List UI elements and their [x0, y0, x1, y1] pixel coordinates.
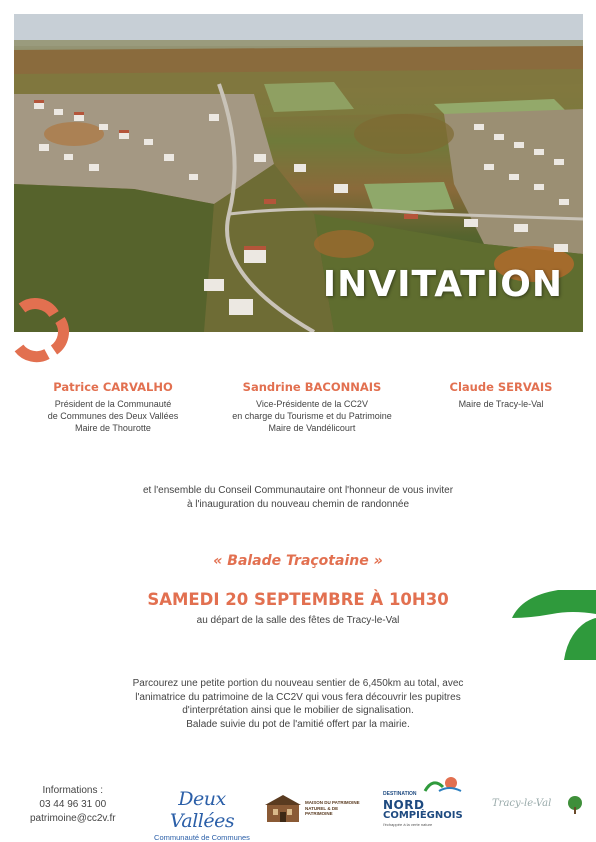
host-baconnais	[212, 380, 412, 434]
nc-line1: NORD	[383, 798, 425, 812]
maison-patrimoine-logo	[265, 794, 365, 824]
event-place: au départ de la salle des fêtes de Tracy-le-Val	[196, 615, 400, 626]
host-name: Claude SERVAIS	[449, 380, 553, 394]
deux-vallees-logo	[150, 788, 254, 842]
nord-compiegnois-logo	[381, 779, 473, 825]
hero-photo	[14, 14, 583, 332]
nc-top: DESTINATION	[383, 791, 417, 797]
tracy-le-val-logo	[492, 795, 587, 817]
host-role: Maire de Thourotte	[75, 423, 151, 433]
host-role: Maire de Vandélicourt	[268, 423, 356, 433]
tracy-text: Tracy-le-Val	[492, 798, 552, 809]
description-line: d'interprétation ainsi que le mobilier de signalisation.	[182, 705, 414, 717]
tree-icon	[564, 795, 586, 815]
maison-text: MAISON DU PATRIMOINE NATUREL & DE PATRIMOINE	[305, 800, 360, 816]
event-name: « Balade Traçotaine »	[213, 553, 383, 569]
host-carvalho	[20, 380, 206, 434]
host-role: Président de la Communauté	[54, 399, 172, 409]
event-date: SAMEDI 20 SEPTEMBRE À 10H30	[147, 590, 449, 609]
host-role: de Communes des Deux Vallées	[47, 411, 179, 421]
invitation-intro	[0, 484, 596, 512]
decorative-ring-icon	[14, 296, 72, 364]
event-description	[0, 677, 596, 731]
deux-vallees-sub: Communauté de Communes	[154, 833, 250, 842]
contact-info	[30, 784, 116, 826]
info-email[interactable]: patrimoine@cc2v.fr	[30, 813, 116, 824]
info-phone[interactable]: 03 44 96 31 00	[39, 799, 107, 810]
host-servais	[426, 380, 576, 410]
host-role: Vice-Présidente de la CC2V	[256, 399, 368, 409]
host-name: Patrice CARVALHO	[53, 380, 173, 394]
nc-tagline: l'échappée à la verte nature	[383, 822, 433, 827]
invitation-title: INVITATION	[322, 264, 563, 305]
host-role: Maire de Tracy-le-Val	[458, 399, 544, 409]
nc-line2: COMPIÈGNOIS	[383, 810, 463, 821]
description-line: Balade suivie du pot de l'amitié offert par la mairie.	[186, 718, 410, 730]
host-name: Sandrine BACONNAIS	[242, 380, 382, 394]
intro-line: à l'inauguration du nouveau chemin de randonnée	[186, 499, 410, 510]
leaf-icon	[512, 590, 596, 660]
description-line: l'animatrice du patrimoine de la CC2V qui vous fera découvrir les pupitres	[135, 691, 461, 703]
deux-vallees-name: Deux Vallées	[169, 788, 235, 832]
house-icon	[265, 794, 301, 824]
host-role: en charge du Tourisme et du Patrimoine	[232, 411, 392, 421]
description-line: Parcourez une petite portion du nouveau sentier de 6,450km au total, avec	[132, 678, 464, 689]
info-label: Informations :	[42, 785, 104, 796]
intro-line: et l'ensemble du Conseil Communautaire ont l'honneur de vous inviter	[142, 485, 454, 496]
